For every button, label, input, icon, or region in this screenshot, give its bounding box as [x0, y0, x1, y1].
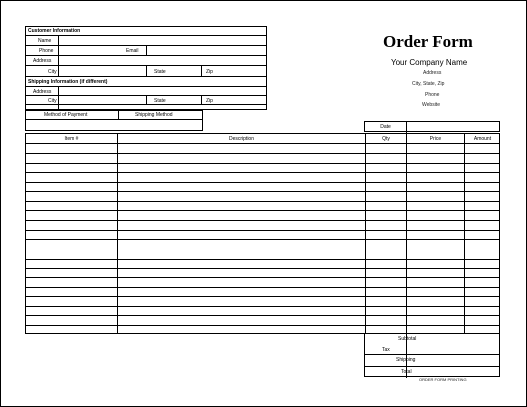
customer-section-title: Customer Information: [28, 28, 81, 34]
phone-label: Phone: [39, 48, 54, 54]
column-header-qty: Qty: [382, 136, 390, 142]
date-field[interactable]: [407, 122, 500, 132]
city-field[interactable]: [59, 66, 145, 76]
shipping-address-field[interactable]: [59, 87, 267, 95]
zip-label: Zip: [206, 69, 213, 75]
shipping-total-field[interactable]: [407, 355, 500, 366]
company-city-state-zip: City, State, Zip: [412, 81, 445, 87]
payment-method-box: [25, 110, 203, 131]
company-name: Your Company Name: [391, 58, 468, 67]
date-label: Date: [380, 124, 391, 130]
column-header-item: Item #: [64, 136, 79, 142]
page-title: Order Form: [383, 32, 473, 51]
totals-box: [364, 333, 500, 377]
shipping-method-label: Shipping Method: [135, 112, 173, 118]
method-of-payment-label: Method of Payment: [44, 112, 88, 118]
email-label: Email: [126, 48, 139, 54]
method-of-payment-field[interactable]: [26, 120, 118, 131]
zip-field[interactable]: [218, 66, 267, 76]
line-items-table: [25, 133, 500, 334]
tax-label: Tax: [382, 347, 390, 353]
name-field[interactable]: [59, 36, 267, 45]
city-label: City: [48, 69, 57, 75]
column-header-amount: Amount: [473, 136, 492, 142]
column-header-description: Description: [228, 136, 254, 142]
date-box: [364, 121, 500, 132]
shipping-total-label: Shipping: [396, 357, 416, 363]
shipping-address-label: Address: [33, 89, 52, 95]
shipping-zip-label: Zip: [206, 98, 213, 104]
shipping-section-title: Shipping Information (if different): [28, 79, 108, 85]
company-phone: Phone: [425, 92, 440, 98]
address-label: Address: [33, 58, 52, 64]
company-address: Address: [423, 70, 442, 76]
subtotal-field[interactable]: [407, 334, 500, 344]
email-field[interactable]: [147, 46, 267, 55]
tax-field[interactable]: [407, 344, 500, 354]
subtotal-label: Subtotal: [398, 336, 417, 342]
customer-info-box: [25, 26, 267, 110]
state-field[interactable]: [172, 66, 200, 76]
shipping-zip-field[interactable]: [218, 96, 267, 104]
shipping-state-field[interactable]: [172, 96, 200, 104]
footer-note: ORDER FORM PRINTING: [419, 377, 467, 382]
shipping-city-field[interactable]: [59, 96, 145, 104]
total-field[interactable]: [407, 367, 500, 377]
shipping-city-label: City: [48, 98, 57, 104]
address-field[interactable]: [59, 56, 267, 65]
shipping-method-field[interactable]: [119, 120, 203, 131]
column-header-price: Price: [429, 136, 442, 142]
name-label: Name: [38, 38, 52, 44]
total-label: Total: [401, 369, 412, 375]
state-label: State: [154, 69, 166, 75]
shipping-state-label: State: [154, 98, 166, 104]
company-website: Website: [422, 102, 440, 108]
